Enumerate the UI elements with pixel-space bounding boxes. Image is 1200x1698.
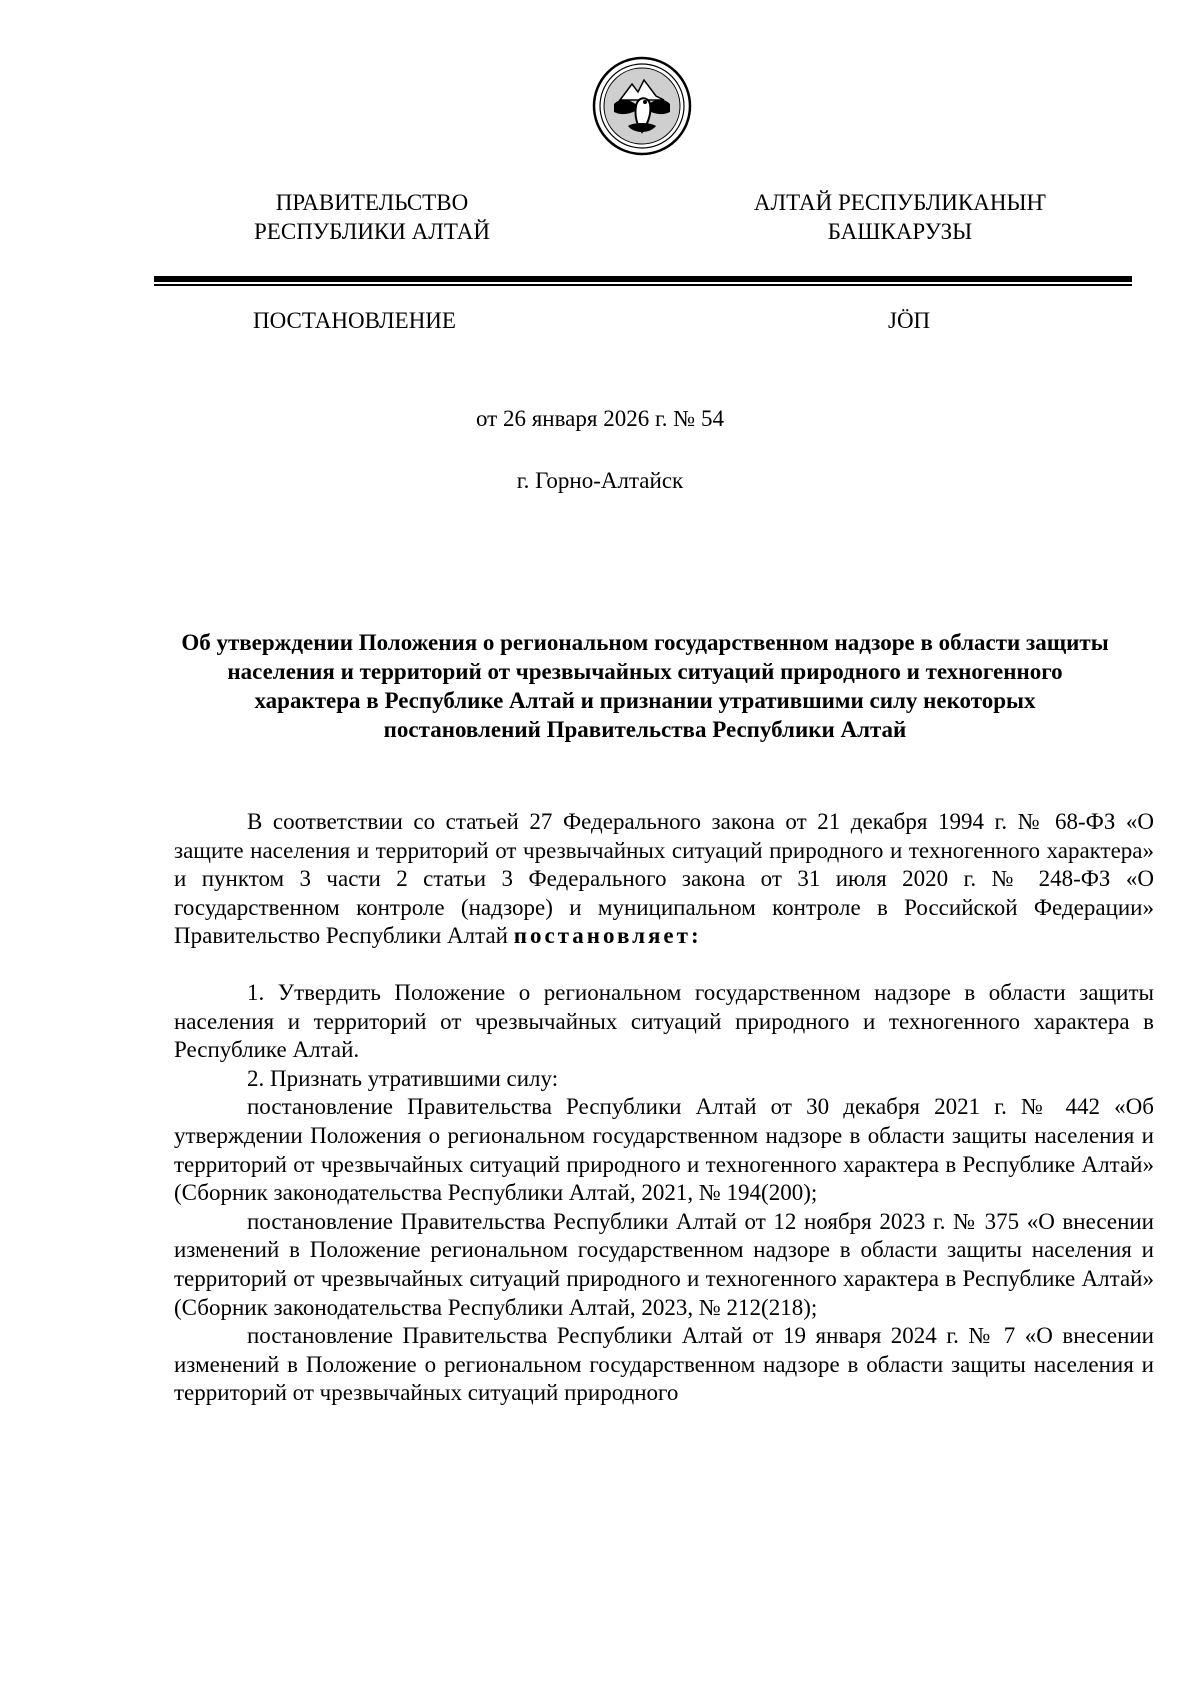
doc-type-altai: JӦП [888, 308, 931, 333]
list-item: 2. Признать утратившими силу: [247, 1065, 559, 1091]
header-divider-thin [154, 284, 1132, 286]
header-org-line: АЛТАЙ РЕСПУБЛИКАНЫҤ [753, 190, 1047, 215]
preamble-paragraph [174, 808, 1154, 951]
decree-word: постановляет: [513, 923, 702, 949]
header-org-line: ПРАВИТЕЛЬСТВО [275, 190, 469, 215]
list-item: постановление Правительства Республики Алтай от 30 декабря 2021 г. № 442 «Об утверждении Положения о региональном государственном надзоре в области защиты населения и территорий от чрезвычайных ситуаций природного и техногенного характера в Республике Алтай» (Сборник законодательства Республики Алтай, 2021, № 194(200); [174, 1094, 1154, 1206]
header-org-line: БАШКАРУЗЫ [827, 219, 973, 244]
preamble-text: В соответствии со статьей 27 Федерального закона от 21 декабря 1994 г. № 68-ФЗ «О защите населения и территорий от чрезвычайных ситуаций природного и техногенного характера» и пунктом 3 части 2 статьи 3 Федерального закона от 31 июля 2020 г. № 248-ФЗ «О государственном контроле (надзоре) и муниципальном контроле в Российской Федерации» Правительство Республики Алтай [174, 809, 1154, 949]
document-date-number: от 26 января 2026 г. № 54 [475, 406, 724, 431]
header-org-russian [222, 188, 522, 246]
header-divider-thick [154, 276, 1132, 282]
doc-type-russian: ПОСТАНОВЛЕНИЕ [253, 308, 456, 333]
document-title: Об утверждении Положения о региональном государственном надзоре в области защиты населения и территорий от чрезвычайных ситуаций природного и техногенного характера в Республике Алтай и признании утратившими силу некоторых постановлений Правительства Республики Алтай [181, 630, 1109, 742]
list-item: постановление Правительства Республики Алтай от 12 ноября 2023 г. № 375 «О внесении изменений в Положение региональном государственном надзоре в области защиты населения и территорий от чрезвычайных ситуаций природного и техногенного характера в Республике Алтай» (Сборник законодательства Республики Алтай, 2023, № 212(218); [174, 1208, 1154, 1320]
document-city: г. Горно-Алтайск [516, 468, 684, 493]
list-item: постановление Правительства Республики Алтай от 19 января 2024 г. № 7 «О внесении изменений в Положение о региональном государственном надзоре в области защиты населения и территорий от чрезвычайных ситуаций природного [174, 1323, 1154, 1406]
header-org-altai [740, 188, 1060, 246]
document-body [174, 808, 1154, 1408]
list-item: 1. Утвердить Положение о региональном государственном надзоре в области защиты населения и территорий от чрезвычайных ситуаций природного и техногенного характера в Республике Алтай. [174, 979, 1154, 1063]
coat-of-arms-emblem [592, 56, 692, 156]
header-org-line: РЕСПУБЛИКИ АЛТАЙ [254, 219, 490, 244]
